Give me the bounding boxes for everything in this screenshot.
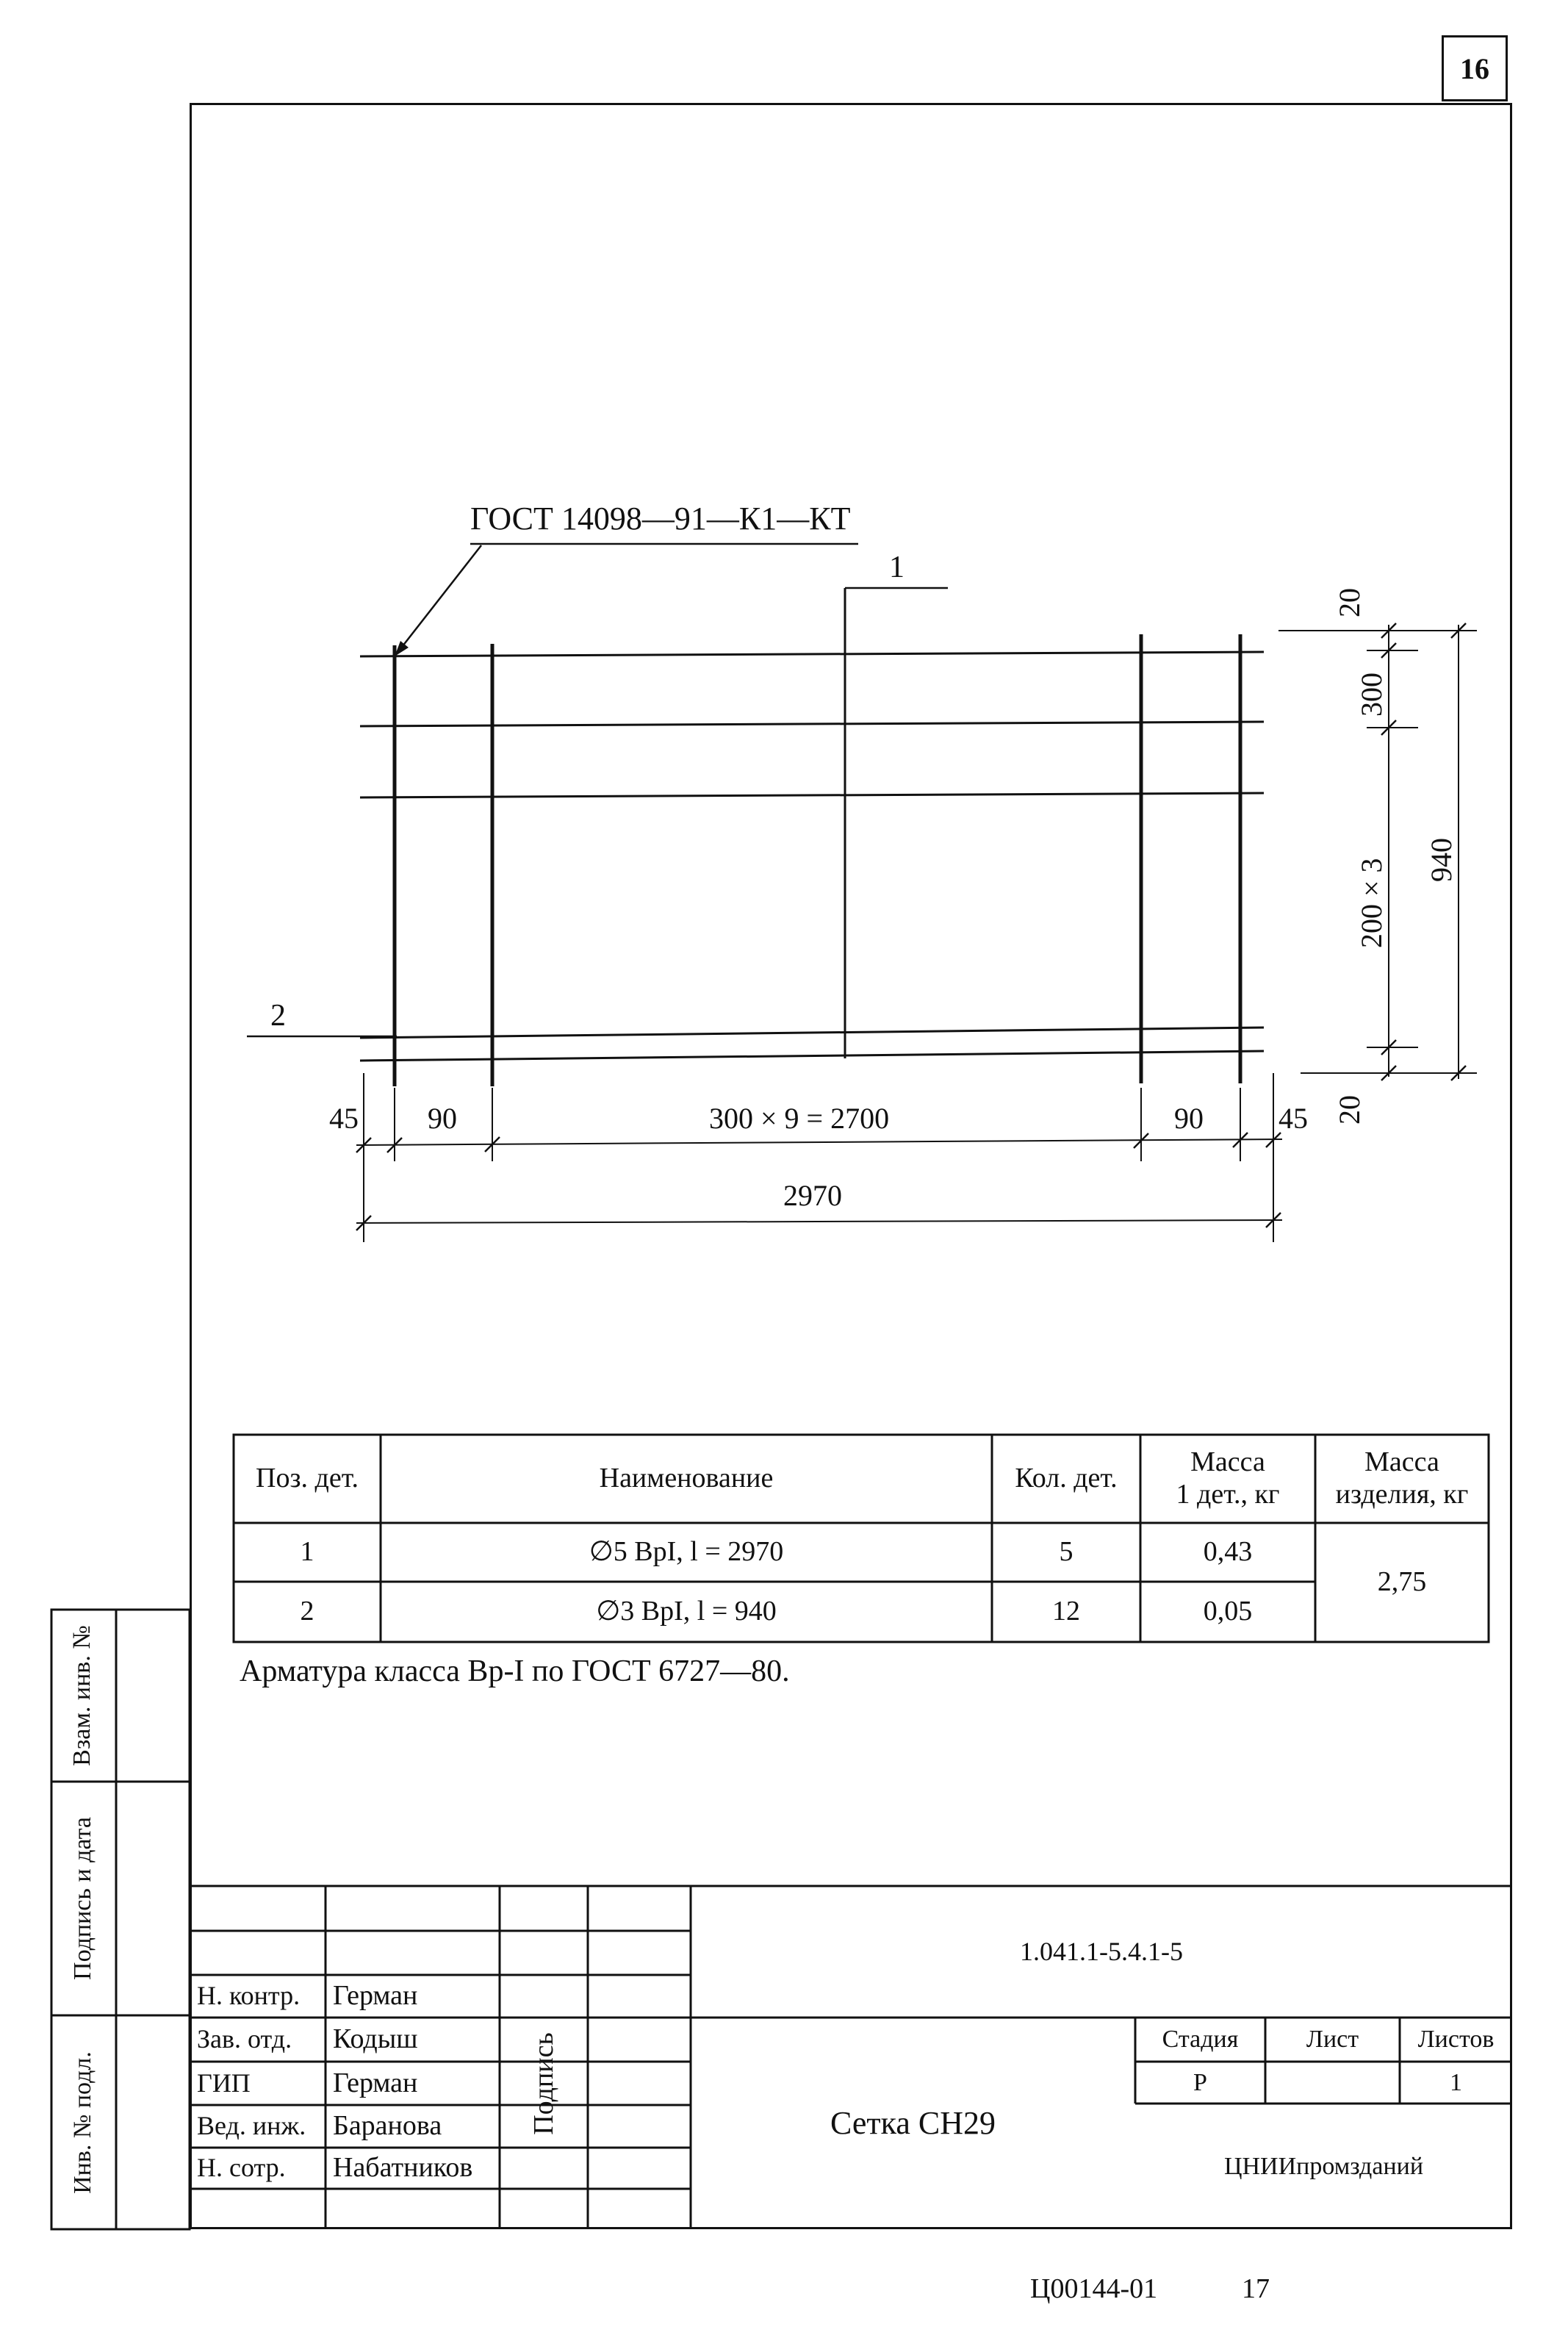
- table-row-1-name: ∅5 ВрI, l = 2970: [589, 1536, 784, 1568]
- sheet-label: Лист: [1306, 2026, 1359, 2054]
- side-stamp-podpis-data: Подпись и дата: [69, 1817, 96, 1980]
- dim-300: 300: [1355, 673, 1388, 717]
- sheet-number: 16: [1442, 35, 1508, 101]
- table-row-2-pos: 2: [300, 1596, 314, 1627]
- role-ved-inzh: Вед. инж.: [197, 2111, 306, 2141]
- sheet-value: [1265, 2062, 1400, 2104]
- reinforcement-note: Арматура класса Вр-I по ГОСТ 6727—80.: [240, 1654, 790, 1688]
- name-ved-inzh: Баранова: [333, 2110, 442, 2142]
- spec-header-qty: Кол. дет.: [1015, 1463, 1118, 1494]
- drawing-title: Сетка СН29: [830, 2104, 996, 2141]
- product-mass: 2,75: [1377, 1566, 1427, 1598]
- gost-label: ГОСТ 14098—91—К1—КТ: [470, 501, 851, 537]
- signature-column-label: Подпись: [528, 2032, 559, 2135]
- dim-45-left: 45: [329, 1102, 359, 1135]
- role-zav-otd: Зав. отд.: [197, 2024, 292, 2054]
- dim-200x3: 200 × 3: [1355, 858, 1388, 948]
- dim-45-right: 45: [1279, 1102, 1308, 1135]
- table-row-2-name: ∅3 ВрI, l = 940: [596, 1596, 777, 1627]
- stage-label: Стадия: [1162, 2026, 1239, 2054]
- table-row-2-qty: 12: [1052, 1596, 1080, 1627]
- spec-header-name: Наименование: [599, 1463, 774, 1494]
- dim-90-left: 90: [428, 1102, 457, 1135]
- stage-value: Р: [1193, 2068, 1207, 2096]
- dim-90-right: 90: [1174, 1102, 1204, 1135]
- name-n-kontr: Герман: [333, 1980, 418, 2012]
- table-row-1-pos: 1: [300, 1536, 314, 1568]
- spec-header-mass-unit: Масса 1 дет., кг: [1176, 1446, 1280, 1510]
- side-stamp-inv-podl: Инв. № подл.: [69, 2051, 96, 2194]
- role-gip: ГИП: [197, 2068, 251, 2098]
- name-n-sotr: Набатников: [333, 2152, 473, 2184]
- sheets-label: Листов: [1417, 2026, 1495, 2054]
- doc-code: 1.041.1-5.4.1-5: [1020, 1936, 1183, 1966]
- dim-top-20: 20: [1333, 588, 1366, 617]
- dim-bottom-20: 20: [1333, 1095, 1366, 1125]
- table-row-1-mass: 0,43: [1203, 1536, 1253, 1568]
- spec-header-pos: Поз. дет.: [256, 1463, 359, 1494]
- name-zav-otd: Кодыш: [333, 2023, 418, 2055]
- dim-main: 300 × 9 = 2700: [709, 1102, 890, 1135]
- dim-total: 2970: [783, 1179, 842, 1212]
- footer-page: 17: [1242, 2273, 1270, 2304]
- table-row-2-mass: 0,05: [1203, 1596, 1253, 1627]
- sheets-value: 1: [1450, 2068, 1462, 2096]
- role-n-kontr: Н. контр.: [197, 1981, 301, 2011]
- role-n-sotr: Н. сотр.: [197, 2153, 286, 2183]
- name-gip: Герман: [333, 2067, 418, 2098]
- side-stamp-vzam: Взам. инв. №: [68, 1625, 96, 1766]
- table-row-1-qty: 5: [1059, 1536, 1073, 1568]
- dim-940: 940: [1425, 838, 1458, 882]
- organization: ЦНИИпромзданий: [1223, 2152, 1424, 2180]
- pos2-label: 2: [270, 999, 286, 1033]
- pos1-label: 1: [889, 551, 905, 584]
- footer-code: Ц00144-01: [1030, 2273, 1158, 2304]
- spec-header-mass-total: Масса изделия, кг: [1335, 1446, 1469, 1510]
